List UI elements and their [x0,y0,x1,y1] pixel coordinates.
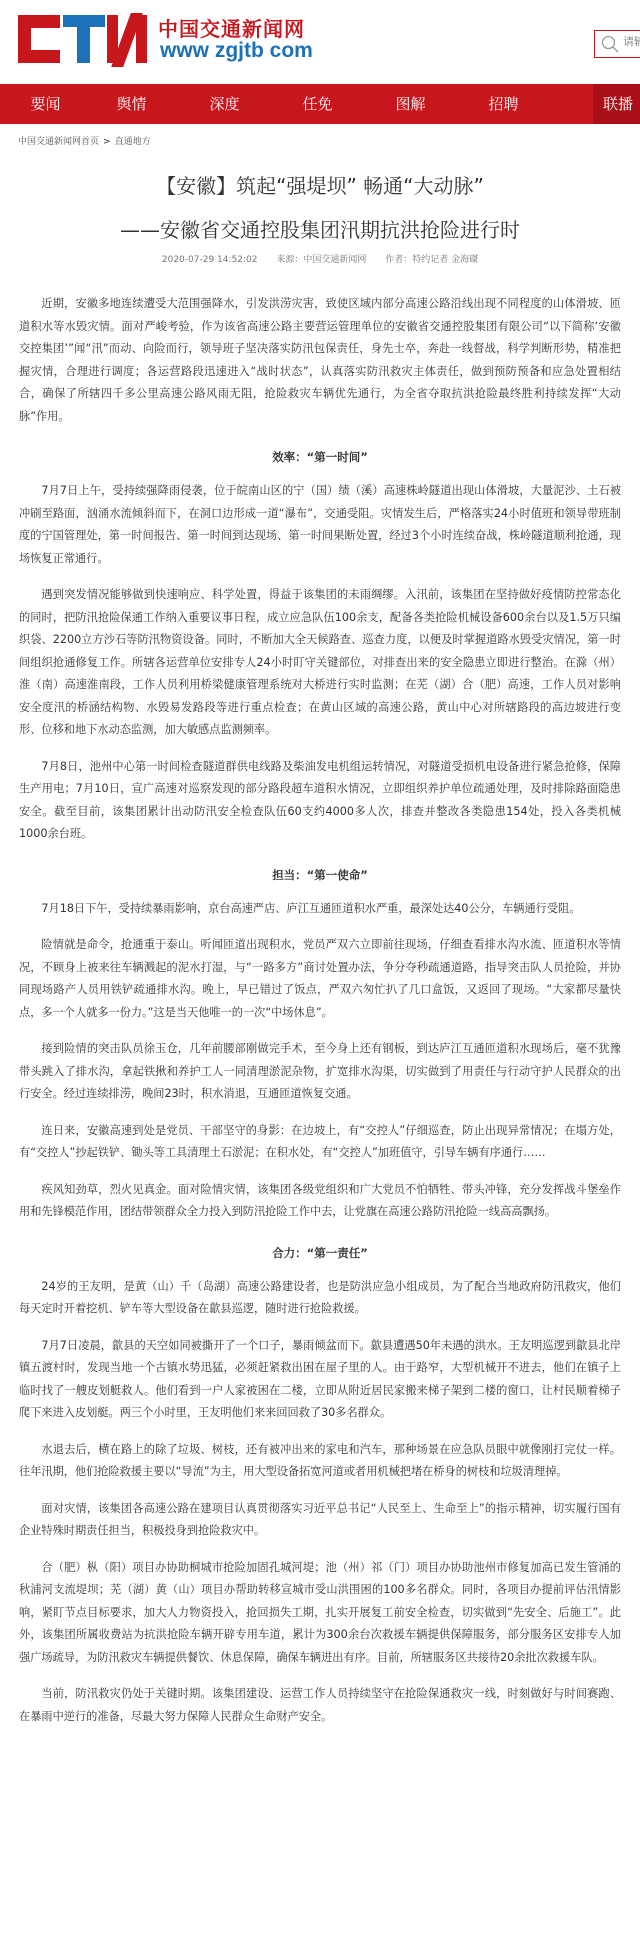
section-heading: 担当：“第一使命” [272,867,368,882]
article-paragraph: 当前，防汛救灾仍处于关键时期。该集团建设、运营工作人员持续坚守在抢险保通救灾一线，时刻做好与时间赛跑、在暴雨中逆行的准备，尽最大努力保障人民群众生命财产安全。 [19,1687,621,1723]
section-heading: 合力：“第一责任” [272,1245,368,1260]
site-logo[interactable] [18,13,328,63]
breadcrumb [0,129,640,155]
article-subtitle: ——安徽省交通控股集团汛期抗洪抢险进行时 [120,218,520,242]
logo-url-text: www zgjtb com [160,39,313,62]
search-box[interactable] [594,30,640,58]
section-heading: 效率：“第一时间” [272,450,368,464]
nav-item-zhaopin[interactable]: 招聘 [488,95,519,113]
article-meta [0,253,640,267]
search-input[interactable] [623,36,640,48]
nav-item-tujie[interactable]: 图解 [395,95,426,113]
article-paragraph: 险情就是命令，抢通重于泰山。听闻匝道出现积水，党员严双六立即前往现场，仔细查看排水沟水流、匝道积水等情况，不顾身上被来往车辆溅起的泥水打湿，与“一路多方”商讨处置办法，争分夺秒疏通道路，指导突击队人员抢险，并协同现场路产人员用铁铲疏通排水沟。晚上，早已错过了饭点，严双六匆忙扒了几口盒饭，又返回了现场。“大家都尽量快点，多一个人就多一份力。”这是当天他唯一的一次“中场休息”。 [19,938,621,1019]
article-paragraph: 水退去后，横在路上的除了垃圾、树枝，还有被冲出来的家电和汽车，那种场景在应急队员眼中就像刚打完仗一样。往年汛期，他们抢险救援主要以“导流”为主，用大型设备拓宽河道或者用机械把堵在桥身的树枝和垃圾清理掉。 [19,1442,621,1478]
nav-item-yuqing[interactable]: 舆情 [116,95,147,113]
article-paragraph: 接到险情的突击队员徐玉仓，几年前腰部刚做完手术，至今身上还有钢板，到达庐江互通匝道积水现场后，毫不犹豫带头跳入了排水沟，拿起铁揪和养护工人一同清理淤泥杂物，扩宽排水沟渠，切实做到了用责任与行动守护人民群众的出行安全。经过连续排涝，晚间23时，积水消退，互通匝道恢复交通。 [19,1042,621,1100]
search-icon[interactable] [601,35,619,53]
logo-ctn-mark [18,13,147,63]
article-date: 2020-07-29 14:52:02 [161,255,258,265]
breadcrumb-home-link[interactable]: 中国交通新闻网首页 [18,137,100,147]
nav-item-yaowen[interactable]: 要闻 [30,95,61,113]
breadcrumb-separator: > [103,137,111,147]
article-source: 来源：中国交通新闻网 [276,255,367,265]
nav-item-lianbo[interactable]: 联播 [593,84,640,124]
article-paragraph: 近期，安徽多地连续遭受大范围强降水，引发洪涝灾害，致使区域内部分高速公路沿线出现不同程度的山体滑坡、匝道积水等水毁灾情。面对严峻考验，作为该省高速公路主要营运管理单位的安徽省交通控股集团有限公司“以下简称‘安徽交控集团’”闻“汛”而动、向险而行，领导班子坚决落实防汛包保责任，身先士卒，奔赴一线督战，科学判断形势，精准把握灾情，合理进行调度；各运营路段迅速进入“战时状态”，认真落实防汛救灾主体责任，做到预防预备和应急处置相结合，确保了所辖四千多公里高速公路风雨无阻，抢险救灾车辆优先通行，为全省夺取抗洪抢险最终胜利持续发挥“大动脉”作用。 [19,297,621,423]
article-paragraph: 面对灾情，该集团各高速公路在建项目认真贯彻落实习近平总书记“人民至上、生命至上”的指示精神，切实履行国有企业特殊时期责任担当，积极投身到抢险救灾中。 [19,1501,621,1537]
breadcrumb-current-link[interactable]: 直通地方 [114,137,151,147]
article-paragraph: 7月7日上午，受持续强降雨侵袭，位于皖南山区的宁（国）绩（溪）高速株岭隧道出现山体滑坡，大量泥沙、土石被冲刷至路面，汹涌水流倾斜而下，在洞口边形成一道“瀑布”，交通受阻。灾情发生后，严格落实24小时值班和领导带班制度的宁国管理处，第一时间报告、第一时间到达现场、第一时间果断处置，经过3个小时连续奋战，株岭隧道顺利抢通，现场恢复正常通行。 [19,484,621,565]
article-paragraph: 7月8日，池州中心第一时间检查隧道群供电线路及柴油发电机组运转情况，对隧道受损机电设备进行紧急抢修，保障生产用电；7月10日，宣广高速对巡察发现的部分路段超车道积水情况，立即组织养护单位疏通处理，及时排除路面隐患安全。截至目前，该集团累计出动防汛安全检查队伍60支约4000多人次，排查并整改各类隐患154处，投入各类机械1000余台班。 [19,759,621,840]
article-body [0,293,640,1728]
article-author: 作者：特约记者 金海磔 [385,255,479,265]
article-paragraph: 7月7日凌晨，歙县的天空如同被撕开了一个口子，暴雨倾盆而下。歙县遭遇50年未遇的洪水。王友明巡逻到歙县北岸镇五渡村时，发现当地一个古镇水势迅猛，必须赶紧救出困在屋子里的人。由于路窄，大型机械开不进去，他们在镇子上临时找了一艘皮划艇救人。他们看到一户人家被困在二楼，立即从附近居民家搬来梯子架到二楼的窗口，让村民顺着梯子爬下来进入皮划艇。两三个小时里，王友明他们来来回回救了30多名群众。 [19,1338,621,1419]
logo-letter-c [18,15,60,63]
article-paragraph: 疾风知劲草，烈火见真金。面对险情灾情，该集团各级党组织和广大党员不怕牺牲、带头冲锋，充分发挥战斗堡垒作用和先锋模范作用，团结带领群众全力投入到防汛抢险工作中去，让党旗在高速公路防汛抢险一线高高飘扬。 [19,1182,621,1218]
article-paragraph: 24岁的王友明，是黄（山）千（岛湖）高速公路建设者，也是防洪应急小组成员，为了配合当地政府防汛救灾，他们每天定时开着挖机、铲车等大型设备在歙县巡逻，随时进行抢险救援。 [19,1279,621,1315]
article-paragraph: 7月18日下午，受持续暴雨影响，京台高速严店、庐江互通匝道积水严重，最深处达40公分，车辆通行受阻。 [41,901,581,915]
nav-item-shendu[interactable]: 深度 [209,95,240,113]
article-paragraph: 合（肥）枞（阳）项目办协助桐城市抢险加固孔城河堤；池（州）祁（门）项目办协助池州市修复加高已发生管涌的秋浦河支流堤坝；芜（湖）黄（山）项目办帮助转移宣城市受山洪围困的100多名群众。同时，各项目办提前评估汛情影响，紧盯节点目标要求，加大人力物资投入，抢回损失工期，扎实开展复工前安全检查，切实做到“先安全、后施工”。此外，该集团所属收费站为抗洪抢险车辆开辟专用车道，累计为300余台次救援车辆提供保障服务，部分服务区安排专人加强广场疏导，为防汛救灾车辆提供餐饮、休息保障，确保车辆进出有序。目前，所辖服务区共接待20余批次救援车队。 [19,1560,621,1664]
nav-item-renmian[interactable]: 任免 [302,95,333,113]
logo-letter-n [107,13,147,63]
logo-chinese-name: 中国交通新闻网 [158,17,305,41]
logo-letter-t [63,13,105,63]
article-paragraph: 遇到突发情况能够做到快速响应、科学处置，得益于该集团的未雨绸缪。入汛前，该集团在坚持做好疫情防控常态化的同时，把防汛抢险保通工作纳入重要议事日程，成立应急队伍100余支，配备各类抢险机械设备600余台以及1.5万只编织袋、2200立方沙石等防汛物资设备。同时，不断加大全天候路查、巡查力度，以便及时掌握道路水毁受灾情况，第一时间组织抢通修复工作。所辖各运营单位安排专人24小时盯守关键部位，对排查出来的安全隐患立即进行整治。在滁（州）淮（南）高速淮南段，工作人员利用桥梁健康管理系统对大桥进行实时监测；在芜（湖）合（肥）高速，工作人员对影响安全度汛的桥涵结构物、水毁易发路段等进行重点检查；在黄山区域的高速公路，黄山中心对所辖路段的高边坡进行变形、位移和地下水动态监测，加大敏感点监测频率。 [19,588,621,736]
article-title: 【安徽】筑起“强堤坝” 畅通“大动脉” [156,174,484,198]
site-header [0,0,640,84]
main-nav [0,84,640,124]
article-paragraph: 连日来，安徽高速到处是党员、干部坚守的身影：在边坡上，有“交控人”仔细巡查，防止出现异常情况；在塌方处，有“交控人”抄起铁铲、锄头等工具清理土石淤泥；在积水处，有“交控人”加班值守，引导车辆有序通行…… [19,1123,621,1159]
